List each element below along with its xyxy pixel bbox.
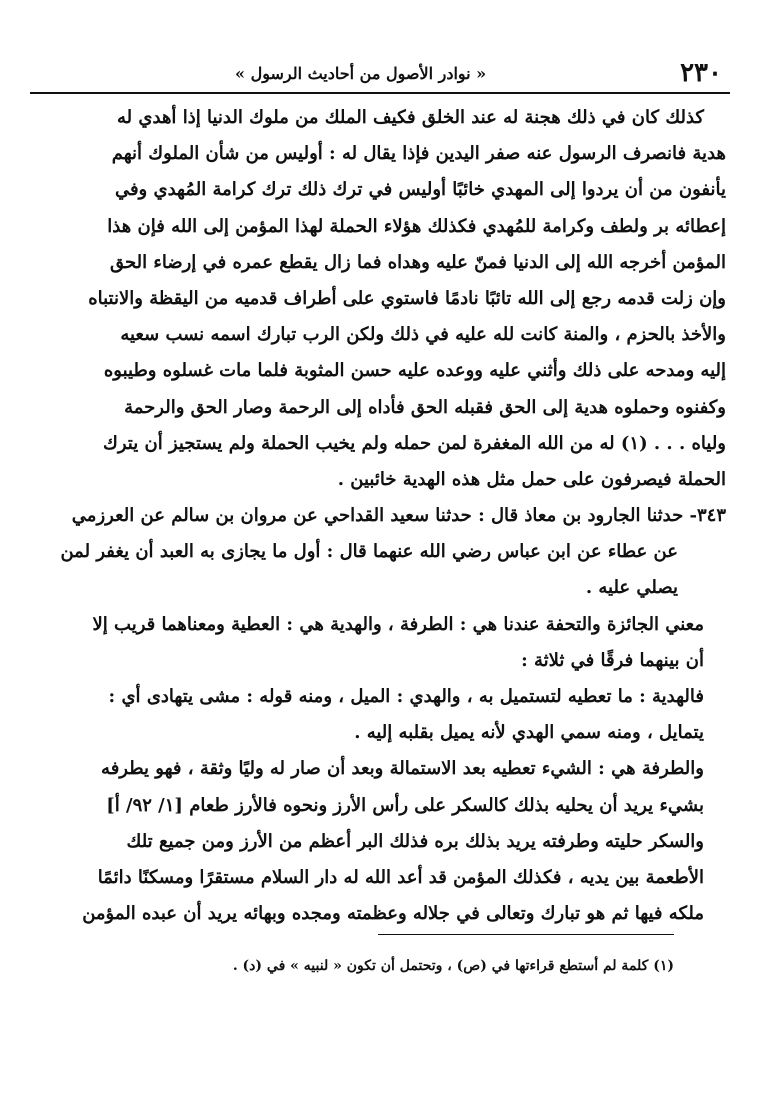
text-line: يصلي عليه . [585,577,678,599]
text-line: فالهدية : ما تعطيه لتستميل به ، والهدي : الميل ، ومنه قوله : مشى يتهادى أي : [108,686,704,707]
text-line: بشيء يريد أن يحليه بذلك كالسكر على رأس الأرز ونحوه فالأرز طعام [١/ ٩٢/ أ] [106,794,704,816]
text-line: يأنفون من أن يردوا إلى المهدي خائبًا أوليس في ترك ذلك ترك كرامة المُهدي وفي [114,179,726,201]
text-line: المؤمن أخرجه الله إلى الدنيا فمنّ عليه وهداه فما زال يقطع عمره في إرضاء الحق [110,251,726,273]
text-line: إعطائه بر ولطف وكرامة للمُهدي فكذلك هؤلاء الحملة لهذا المؤمن إلى الله فإن هذا [107,215,726,237]
text-line: إليه ومدحه على ذلك وأثني عليه ووعده عليه حسن المثوبة فلما مات غسلوه وطيبوه [103,360,726,382]
page-number: ٢٣٠ [680,58,722,88]
text-line: وإن زلت قدمه رجع إلى الله تائبًا نادمًا فاستوي على أطراف قدميه من اليقظة والانتباه [88,287,726,309]
text-line: والأخذ بالحزم ، والمنة كانت لله عليه في ذلك ولكن الرب تبارك اسمه نسب سعيه [120,324,726,346]
text-line: الحملة فيصرفون على حمل مثل هذه الهدية خائبين . [337,468,726,490]
main-text [36,100,726,932]
text-line: وكفنوه وحملوه هدية إلى الحق فقبله الحق فأداه إلى الرحمة وصار الحق والرحمة [124,396,726,418]
text-line: عن عطاء عن ابن عباس رضي الله عنهما قال : أول ما يجازى به العبد أن يغفر لمن [60,541,678,563]
text-line: الأطعمة بين يديه ، فكذلك المؤمن قد أعد الله له دار السلام مستقرًا ومسكنًا دائمًا [97,866,704,888]
running-title: « نوادر الأصول من أحاديث الرسول » [235,64,487,83]
text-line: ولياه . . . (١) له من الله المغفرة لمن حمله ولم يخيب الحملة ولم يستجيز أن يترك [103,432,726,454]
footnote-separator [378,934,674,935]
text-line: كذلك كان في ذلك هجنة له عند الخلق فكيف الملك من ملوك الدنيا إذا أهدي له [117,107,704,128]
page-header [30,56,730,94]
text-line: هدية فانصرف الرسول عنه صفر اليدين فإذا يقال له : أوليس من شأن الملوك أنهم [111,143,726,165]
text-line: والسكر حليته وطرفته يريد بذلك بره فذلك البر أعظم من الأرز ومن جميع تلك [126,830,704,852]
hadith-line: ٣٤٣- حدثنا الجارود بن معاذ قال : حدثنا سعيد القداحي عن مروان بن سالم عن العرزمي [71,505,726,527]
text-line: والطرفة هي : الشيء تعطيه بعد الاستمالة وبعد أن صار له وليًا وثقة ، فهو يطرفه [101,758,704,780]
text-line: يتمايل ، ومنه سمي الهدي لأنه يميل بقلبه إليه . [354,722,704,744]
footnote: (١) كلمة لم أستطع قراءتها في (ص) ، وتحتمل أن تكون « لنبيه » في (د) . [232,958,674,974]
text-line: أن بينهما فرقًا في ثلاثة : [521,649,704,671]
text-line: معني الجائزة والتحفة عندنا هي : الطرفة ، والهدية هي : العطية ومعناهما قريب إلا [92,613,704,635]
text-line: ملكه فيها ثم هو تبارك وتعالى في جلاله وعظمته ومجده وبهائه يريد أن عبده المؤمن [82,903,704,925]
